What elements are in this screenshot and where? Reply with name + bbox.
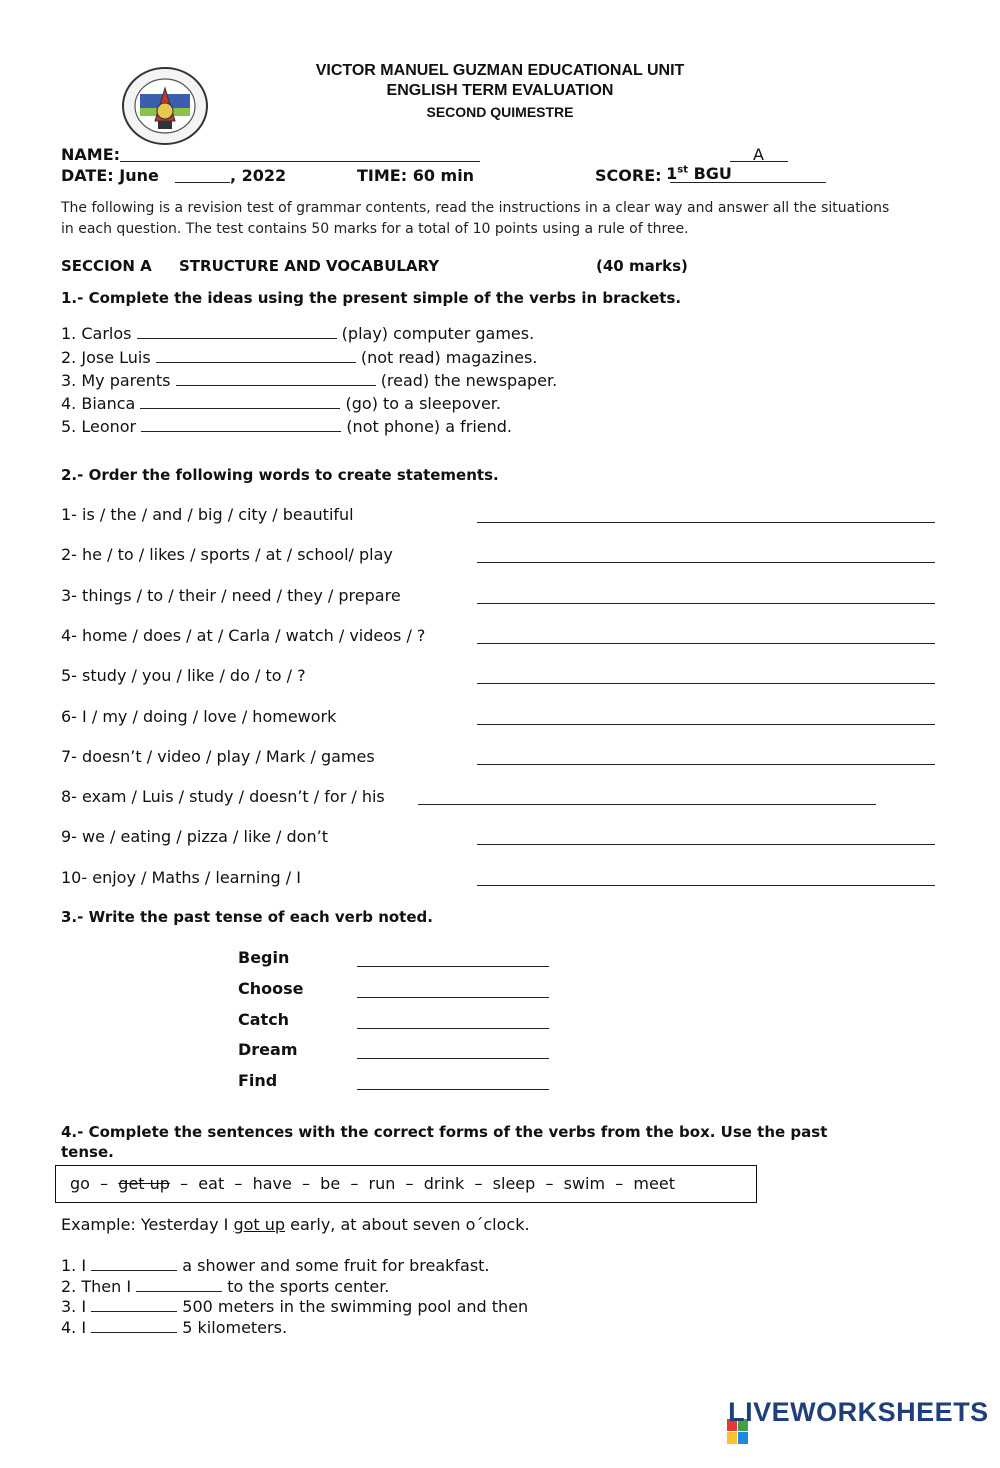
q4-item: 3. I 500 meters in the swimming pool and then <box>61 1297 529 1316</box>
answer-blank[interactable] <box>141 418 341 432</box>
answer-line[interactable] <box>477 603 935 604</box>
q2-item: 1- is / the / and / big / city / beautiful <box>61 505 354 524</box>
q1-item: 2. Jose Luis (not read) magazines. <box>61 348 538 367</box>
answer-line[interactable] <box>357 1058 549 1059</box>
q1-item: 5. Leonor (not phone) a friend. <box>61 417 513 436</box>
answer-blank[interactable] <box>140 395 340 409</box>
verb-label: Choose <box>238 979 304 998</box>
verb-label: Catch <box>238 1010 290 1029</box>
grade-value: A <box>753 145 764 164</box>
q2-item: 6- I / my / doing / love / homework <box>61 707 337 726</box>
q4-title-line-2: tense. <box>61 1143 114 1161</box>
q4-title-line-1: 4.- Complete the sentences with the correct forms of the verbs from the box. Use the past <box>61 1123 828 1141</box>
verb-box-list: go – get up – eat – have – be – run – drink – sleep – swim – meet <box>70 1174 675 1193</box>
answer-line[interactable] <box>477 522 935 523</box>
q1-item: 1. Carlos (play) computer games. <box>61 324 535 343</box>
q2-item: 9- we / eating / pizza / like / don’t <box>61 827 328 846</box>
answer-line[interactable] <box>477 844 935 845</box>
q4-item: 2. Then I to the sports center. <box>61 1277 390 1296</box>
intro-line-1: The following is a revision test of grammar contents, read the instructions in a clear way and answer all the situations <box>61 200 890 216</box>
answer-blank[interactable] <box>91 1319 177 1333</box>
answer-blank[interactable] <box>136 1278 222 1292</box>
verb-label: Find <box>238 1071 278 1090</box>
grade-label: 1st BGU <box>666 164 732 183</box>
date-field[interactable] <box>175 182 230 183</box>
answer-line[interactable] <box>477 724 935 725</box>
q1-title: 1.- Complete the ideas using the present simple of the verbs in brackets. <box>61 289 682 307</box>
name-label: NAME: <box>61 145 121 164</box>
brand-text: LIVEWORKSHEETS <box>728 1397 989 1427</box>
score-field[interactable] <box>670 182 826 183</box>
verb-label: Begin <box>238 948 290 967</box>
answer-line[interactable] <box>477 683 935 684</box>
exam-title: ENGLISH TERM EVALUATION <box>386 82 614 99</box>
q3-title: 3.- Write the past tense of each verb noted. <box>61 908 433 926</box>
date-label: DATE: June <box>61 166 159 185</box>
q4-item: 1. I a shower and some fruit for breakfast. <box>61 1256 490 1275</box>
section-title: SECCION A <box>61 257 152 275</box>
answer-line[interactable] <box>477 885 935 886</box>
section-marks: (40 marks) <box>596 257 688 275</box>
q2-item: 2- he / to / likes / sports / at / school/ play <box>61 545 393 564</box>
answer-line[interactable] <box>357 1028 549 1029</box>
q1-item: 4. Bianca (go) to a sleepover. <box>61 394 501 413</box>
date-year: , 2022 <box>230 166 287 185</box>
q2-item: 4- home / does / at / Carla / watch / videos / ? <box>61 626 426 645</box>
answer-blank[interactable] <box>91 1257 177 1271</box>
q2-item: 7- doesn’t / video / play / Mark / games <box>61 747 375 766</box>
verb-label: Dream <box>238 1040 298 1059</box>
q2-item: 5- study / you / like / do / to / ? <box>61 666 306 685</box>
liveworksheets-logo[interactable] <box>696 1378 989 1428</box>
q2-title: 2.- Order the following words to create statements. <box>61 466 499 484</box>
answer-blank[interactable] <box>137 325 337 339</box>
intro-line-2: in each question. The test contains 50 marks for a total of 10 points using a rule of three. <box>61 221 689 237</box>
answer-line[interactable] <box>357 966 549 967</box>
q4-item: 4. I 5 kilometers. <box>61 1318 288 1337</box>
q2-item: 8- exam / Luis / study / doesn’t / for / his <box>61 787 385 806</box>
answer-line[interactable] <box>418 804 876 805</box>
name-field[interactable] <box>120 161 480 162</box>
answer-blank[interactable] <box>156 349 356 363</box>
q2-item: 10- enjoy / Maths / learning / I <box>61 868 301 887</box>
score-label: SCORE: <box>595 166 662 185</box>
q2-item: 3- things / to / their / need / they / prepare <box>61 586 401 605</box>
answer-line[interactable] <box>477 643 935 644</box>
answer-line[interactable] <box>477 562 935 563</box>
answer-line[interactable] <box>477 764 935 765</box>
school-name: VICTOR MANUEL GUZMAN EDUCATIONAL UNIT <box>315 62 685 79</box>
time-label: TIME: 60 min <box>357 166 475 185</box>
answer-line[interactable] <box>357 1089 549 1090</box>
q1-item: 3. My parents (read) the newspaper. <box>61 371 558 390</box>
answer-blank[interactable] <box>176 372 376 386</box>
section-subtitle: STRUCTURE AND VOCABULARY <box>179 257 440 275</box>
q4-example: Example: Yesterday I got up early, at about seven o´clock. <box>61 1215 530 1234</box>
answer-blank[interactable] <box>91 1298 177 1312</box>
term-title: SECOND QUIMESTRE <box>426 104 574 120</box>
answer-line[interactable] <box>357 997 549 998</box>
